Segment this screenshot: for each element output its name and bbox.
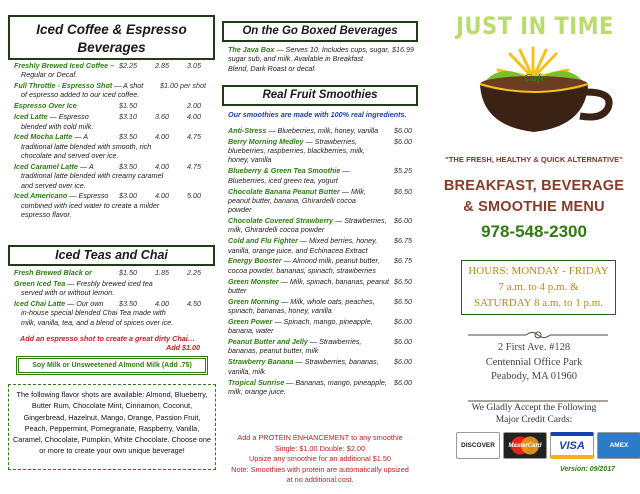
smoothie-name: Berry Morning Medley: [228, 136, 304, 146]
iced-teas-title: Iced Teas and Chai: [55, 248, 168, 262]
smoothie-desc: — Blueberries, milk, honey, vanilla: [266, 126, 379, 135]
smoothie-desc: — Almond milk, peanut butter,: [281, 256, 380, 266]
java-box-item: [228, 45, 418, 73]
menu-item-price: $1.50: [119, 268, 137, 277]
menu-item-desc: — A: [77, 161, 94, 171]
smoothie-price: $6.00: [394, 136, 412, 146]
amex-label: AMEX: [609, 442, 629, 449]
smoothie-desc: — Spinach, mango, pineapple,: [272, 316, 373, 326]
logo-text: JUST IN TIME: [456, 12, 614, 40]
almond-milk-text: Soy Milk or Unsweetened Almond Milk (Add .75): [32, 362, 192, 369]
menu-item-desc-line: espresso flavor.: [21, 210, 72, 220]
smoothie-name: Tropical Sunrise: [228, 377, 285, 387]
hours-line3: SATURDAY 8 a.m. to 1 p.m.: [473, 297, 604, 309]
java-box-desc: — Serves 10. Includes cups, sugar,: [274, 45, 390, 54]
menu-item-price: 4.75: [187, 161, 201, 171]
smoothie-list: [228, 126, 418, 398]
hours-box: [461, 260, 616, 315]
discover-card-icon: [456, 432, 500, 459]
menu-item-price: 2.25: [187, 268, 201, 277]
smoothies-header: [222, 85, 418, 106]
smoothie-price: $6.75: [394, 256, 412, 266]
menu-item: [14, 101, 214, 110]
smoothie-price: $5.25: [394, 166, 412, 176]
iced-teas-list: [14, 268, 214, 329]
smoothie-item: [228, 126, 418, 135]
credit-card-line2: Major Credit Cards:: [495, 415, 573, 425]
smoothie-name: Green Monster: [228, 276, 279, 286]
menu-item-desc-line: and served over ice.: [21, 180, 86, 190]
menu-item-price: 1.85: [155, 268, 169, 277]
smoothie-price: $6.00: [394, 316, 412, 326]
smoothie-item: [228, 317, 418, 336]
menu-item: [14, 299, 214, 327]
java-box-name: The Java Box: [228, 45, 275, 54]
smoothie-desc: — Strawberries,: [333, 216, 387, 226]
menu-item-name: Iced Mocha Latte: [14, 132, 73, 142]
menu-item: [14, 81, 214, 100]
smoothie-item: [228, 236, 418, 255]
smoothie-desc-line: banana, water: [228, 326, 274, 336]
protein-line4: Note: Smoothies with protein are automatically upsized: [231, 464, 409, 474]
menu-item-price: 4.50: [187, 299, 201, 309]
menu-item: [14, 268, 214, 277]
address-line2: Centennial Office Park: [485, 356, 583, 368]
menu-item-price: 4.00: [187, 112, 201, 122]
menu-item-price: $3.00: [119, 191, 137, 201]
smoothie-desc-line: milk, Ghirardelli cocoa powder: [228, 225, 325, 235]
protein-line3: Upsize any smoothie for an additional $1.50: [249, 454, 391, 464]
menu-item-name: Iced Americano: [14, 191, 68, 201]
menu-item-price: 4.00: [155, 191, 169, 201]
visa-card-icon: [550, 432, 594, 459]
smoothie-desc-line: Blueberries, iced green tea, yogurt: [228, 175, 338, 185]
iced-teas-header: [8, 245, 215, 266]
smoothie-name: Green Morning: [228, 296, 280, 306]
menu-item: [14, 279, 214, 298]
logo-cafe-text: Cafe: [524, 72, 546, 84]
smoothie-desc: —: [340, 166, 350, 176]
flavor-shots-box: [8, 384, 216, 470]
smoothie-name: Green Power: [228, 316, 273, 326]
menu-item-desc-line: blended with cold milk.: [21, 121, 94, 131]
smoothie-item: [228, 216, 418, 235]
tagline: "THE FRESH, HEALTHY & QUICK ALTERNATIVE": [445, 155, 623, 164]
mastercard-label: MasterCard: [508, 442, 542, 449]
dirty-chai-line1: Add an espresso shot to create a great dirty Chai…: [20, 334, 195, 343]
onthego-title: On the Go Boxed Beverages: [242, 25, 398, 37]
phone-number: 978-548-2300: [481, 222, 587, 241]
smoothie-name: Blueberry & Green Tea Smoothie: [228, 166, 341, 176]
credit-card-line1: We Gladly Accept the Following: [471, 403, 597, 413]
ornament-divider-2: [468, 391, 608, 397]
menu-item-desc-line: Regular or Decaf.: [21, 70, 78, 80]
menu-item-price: 4.00: [155, 161, 169, 171]
smoothie-name: Energy Booster: [228, 256, 282, 266]
smoothie-price: $6.00: [394, 126, 412, 135]
smoothies-title: Real Fruit Smoothies: [262, 89, 378, 101]
mastercard-icon: [503, 432, 547, 459]
smoothie-desc-line: honey, vanilla: [228, 155, 272, 165]
discover-label: DISCOVER: [461, 442, 495, 449]
smoothie-desc: — Mixed berries, honey,: [297, 236, 378, 246]
smoothie-desc-line: powder: [228, 205, 252, 215]
menu-item-price: $3.50: [119, 132, 137, 142]
menu-item-desc: — Espresso: [67, 191, 109, 201]
smoothie-desc-line: bananas, peanut butter, milk: [228, 346, 319, 356]
smoothie-name: Cold and Flu Fighter: [228, 236, 298, 246]
menu-item-name: Freshly Brewed Iced Coffee –: [14, 61, 115, 70]
address-line3: Peabody, MA 01960: [491, 371, 577, 382]
ornament-divider: [468, 327, 608, 337]
smoothies-note: Our smoothies are made with 100% real ingredients.: [228, 110, 407, 119]
iced-coffee-list: [14, 61, 214, 221]
menu-item-price: 3.05: [187, 61, 201, 70]
smoothie-desc-line: spinach, bananas, honey, vanilla: [228, 306, 332, 316]
menu-item-price: 4.75: [187, 132, 201, 142]
menu-item-price: 3.60: [155, 112, 169, 122]
menu-item-price: $3.50: [119, 161, 137, 171]
menu-title-line1: BREAKFAST, BEVERAGE: [443, 178, 625, 194]
smoothie-price: $6.00: [394, 216, 412, 226]
hours-line2: 7 a.m. to 4 p.m. &: [498, 281, 579, 293]
java-box-line1: sugar sub, and milk. Available in Breakfast: [228, 54, 364, 64]
protein-line1: Add a PROTEIN ENHANCEMENT to any smoothie: [237, 433, 403, 442]
smoothie-name: Anti-Stress: [228, 126, 267, 135]
menu-item-price: $3.10: [119, 112, 137, 122]
iced-coffee-title-line2: Beverages: [77, 40, 146, 55]
visa-label: VISA: [559, 439, 585, 452]
menu-item-price: $1.00 per shot: [160, 81, 206, 91]
smoothie-item: [228, 277, 418, 296]
menu-item-desc: — A: [72, 132, 89, 142]
menu-item-price: $3.50: [119, 299, 137, 309]
address-block: [428, 341, 640, 385]
smoothie-item: [228, 256, 418, 275]
smoothie-item: [228, 337, 418, 356]
menu-item: [14, 132, 214, 160]
smoothie-desc-line: vanilla, milk: [228, 366, 266, 376]
menu-item-desc: — Our own: [65, 299, 104, 309]
protein-line2: Single: $1.00 Double: $2.00: [274, 443, 366, 453]
menu-item-name: Fresh Brewed Black or: [14, 268, 92, 277]
menu-item-price: 2.85: [155, 61, 169, 70]
smoothie-price: $6.75: [394, 236, 412, 246]
menu-item-price: $1.50: [119, 101, 137, 111]
smoothie-price: $6.50: [394, 186, 412, 196]
menu-item-desc-line: chocolate and served over ice.: [21, 151, 119, 161]
version-label: Version: 09/2017: [560, 466, 615, 473]
address-line1: 2 First Ave. #128: [497, 342, 571, 353]
smoothie-price: $6.00: [394, 377, 412, 387]
smoothie-name: Chocolate Covered Strawberry: [228, 216, 334, 226]
iced-coffee-header: [8, 15, 215, 60]
menu-item-name: Espresso Over Ice: [14, 101, 77, 111]
smoothie-desc-line: butter: [228, 285, 247, 295]
menu-item-price: 4.00: [155, 132, 169, 142]
credit-card-note: [428, 402, 640, 426]
menu-item-name: Iced Caramel Latte: [14, 161, 78, 171]
smoothie-desc-line: cocoa powder, bananas, spinach, strawberries: [228, 265, 376, 275]
smoothie-name: Strawberry Banana: [228, 357, 294, 367]
menu-item-desc: — Espresso: [47, 112, 89, 122]
menu-item-desc-line: of espresso added to our iced coffee.: [21, 90, 140, 100]
smoothie-desc: — Bananas, mango, pineapple,: [284, 377, 387, 387]
dirty-chai-note: [20, 334, 212, 353]
smoothie-price: $6.00: [394, 337, 412, 347]
java-box-price: $16.99: [392, 45, 414, 54]
iced-coffee-title-line1: Iced Coffee & Espresso: [36, 22, 187, 37]
menu-item-name: Green Iced Tea: [14, 278, 66, 288]
menu-item-desc-line: traditional latte blended with creamy caramel: [21, 171, 164, 181]
menu-item-desc-line: milk, vanilla, tea, and a blend of spices over ice.: [21, 317, 174, 327]
flavor-shots-text: The following flavor shots are available: Almond, Blueberry, Butter Rum, Chocolate Mint, Cinnamon, Coconut, Gingerbread, Hazelnut, Mango, Orange, Passion Fruit, Peach, Peppermint, Pomegranate, Raspberry, Vanilla, Caramel, Chocolate, Pumpkin, White Chocolate. Choose one or more to create your own unique beverage!: [13, 390, 211, 456]
menu-item-desc-line: served with or without lemon.: [21, 288, 115, 298]
menu-item-name: Iced Chai Latte: [14, 299, 66, 309]
menu-item-desc-line: traditional latte blended with smooth, rich: [21, 141, 152, 151]
menu-title-line2: & SMOOTHIE MENU: [463, 199, 605, 215]
menu-item-price: 4.00: [155, 299, 169, 309]
smoothie-desc: — Milk, whole oats, peaches,: [279, 296, 375, 306]
smoothie-desc: — Strawberries, bananas,: [293, 357, 379, 367]
smoothie-desc-line: milk, orange juice.: [228, 386, 286, 396]
smoothie-item: [228, 357, 418, 376]
smoothie-name: Peanut Butter and Jelly: [228, 337, 308, 347]
smoothie-item: [228, 187, 418, 215]
menu-item-price: 5.00: [187, 191, 201, 201]
menu-item-price: 2.00: [187, 101, 201, 111]
menu-item: [14, 112, 214, 131]
protein-note: [222, 433, 418, 486]
menu-item: [14, 61, 214, 80]
menu-item-desc-line: in-house special blended Chai Tea made with: [21, 308, 166, 318]
protein-line5: at no additional cost.: [286, 475, 354, 485]
smoothie-desc: — Strawberries,: [307, 337, 362, 347]
smoothie-desc-line: blueberries, raspberries, blackberries, milk,: [228, 146, 366, 156]
hours-line1: HOURS: MONDAY - FRIDAY: [468, 265, 609, 277]
menu-item-desc-line: combined with iced water to create a milder: [21, 200, 160, 210]
smoothie-name: Chocolate Banana Peanut Butter: [228, 186, 340, 196]
smoothie-desc: — Milk, spinach, bananas, peanut: [278, 276, 390, 286]
amex-card-icon: [597, 432, 640, 459]
smoothie-item: [228, 137, 418, 165]
menu-item: [14, 162, 214, 190]
menu-item: [14, 191, 214, 219]
almond-milk-box: [18, 358, 206, 373]
menu-item-desc: — A shot: [112, 81, 144, 91]
smoothie-price: $6.50: [394, 276, 412, 286]
menu-item-name: Iced Latte: [14, 112, 48, 122]
onthego-header: [222, 21, 418, 42]
smoothie-item: [228, 378, 418, 397]
smoothie-item: [228, 297, 418, 316]
smoothie-item: [228, 166, 418, 185]
smoothie-desc: — Milk,: [339, 186, 366, 196]
smoothie-desc: — Strawberries,: [303, 136, 358, 146]
smoothie-desc-line: peanut butter, banana, Ghirardelli cocoa: [228, 195, 356, 205]
menu-item-name: Full Throttle - Espresso Shot: [14, 81, 113, 91]
smoothie-price: $6.00: [394, 357, 412, 367]
menu-item-desc: — Freshly brewed iced tea: [65, 278, 153, 288]
menu-item-price: $2.25: [119, 61, 137, 70]
java-box-line2: Blend, Dark Roast or decaf.: [228, 63, 317, 73]
smoothie-price: $6.50: [394, 296, 412, 306]
smoothie-desc-line: vanilla, orange juice, and Echinacea Extract: [228, 245, 368, 255]
dirty-chai-line2: Add $1.00: [166, 343, 200, 353]
